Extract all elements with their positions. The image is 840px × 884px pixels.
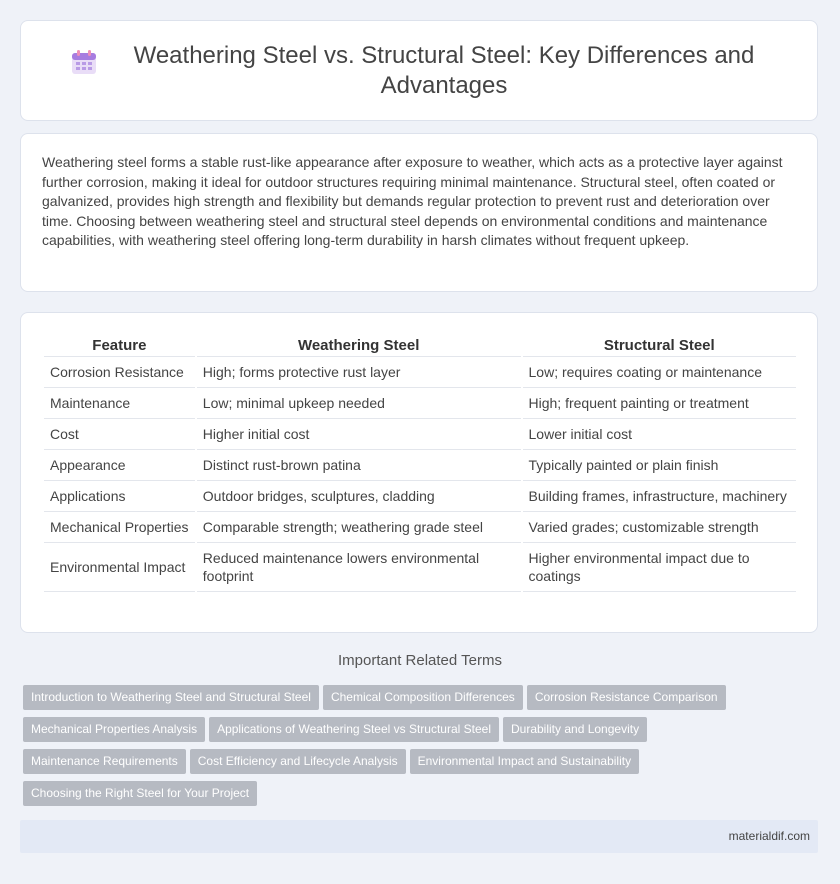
- feature-cell: Cost: [44, 419, 195, 450]
- header-inner: [69, 41, 769, 101]
- feature-cell: Corrosion Resistance: [44, 357, 195, 388]
- weathering-cell: Comparable strength; weathering grade steel: [197, 512, 521, 543]
- feature-cell: Applications: [44, 481, 195, 512]
- structural-cell: Varied grades; customizable strength: [523, 512, 796, 543]
- structural-cell: Higher environmental impact due to coatings: [523, 543, 796, 592]
- related-term-tag[interactable]: Corrosion Resistance Comparison: [527, 685, 726, 710]
- structural-cell: High; frequent painting or treatment: [523, 388, 796, 419]
- header-weathering-steel: Weathering Steel: [197, 333, 521, 357]
- feature-cell: Environmental Impact: [44, 543, 195, 592]
- weathering-cell: Distinct rust-brown patina: [197, 450, 521, 481]
- weathering-cell: Higher initial cost: [197, 419, 521, 450]
- intro-paragraph: Weathering steel forms a stable rust-like appearance after exposure to weather, which acts as a protective layer against further corrosion, making it ideal for outdoor structures requiring minimal maintenance. Structural steel, often coated or galvanized, provides high strength and flexibility but demands regular protection to prevent rust and deterioration over time. Choosing between weathering steel and structural steel depends on environmental conditions and maintenance capabilities, with weathering steel offering long-term durability in harsh climates without frequent upkeep.: [42, 154, 783, 249]
- header-structural-steel: Structural Steel: [523, 333, 796, 357]
- table-row: [44, 357, 796, 388]
- table-row: [44, 388, 796, 419]
- related-term-tag[interactable]: Choosing the Right Steel for Your Project: [23, 781, 257, 806]
- related-terms-list: [23, 685, 823, 813]
- related-term-tag[interactable]: Maintenance Requirements: [23, 749, 186, 774]
- weathering-cell: Outdoor bridges, sculptures, cladding: [197, 481, 521, 512]
- weathering-cell: Reduced maintenance lowers environmental footprint: [197, 543, 521, 592]
- table-row: [44, 512, 796, 543]
- footer: [20, 820, 818, 853]
- related-term-tag[interactable]: Applications of Weathering Steel vs Structural Steel: [209, 717, 499, 742]
- footer-site-link[interactable]: materialdif.com: [728, 829, 810, 843]
- comparison-table: [42, 333, 798, 592]
- feature-cell: Mechanical Properties: [44, 512, 195, 543]
- structural-cell: Building frames, infrastructure, machinery: [523, 481, 796, 512]
- feature-cell: Appearance: [44, 450, 195, 481]
- intro-card: [20, 133, 818, 292]
- comparison-card: [20, 312, 818, 633]
- calendar-icon: [69, 47, 99, 77]
- related-term-tag[interactable]: Durability and Longevity: [503, 717, 647, 742]
- table-row: [44, 543, 796, 592]
- related-term-tag[interactable]: Cost Efficiency and Lifecycle Analysis: [190, 749, 406, 774]
- table-row: [44, 481, 796, 512]
- related-terms-heading: Important Related Terms: [338, 652, 502, 669]
- related-term-tag[interactable]: Environmental Impact and Sustainability: [410, 749, 639, 774]
- related-term-tag[interactable]: Mechanical Properties Analysis: [23, 717, 205, 742]
- related-term-tag[interactable]: Introduction to Weathering Steel and Structural Steel: [23, 685, 319, 710]
- page-title: Weathering Steel vs. Structural Steel: Key Differences and Advantages: [133, 41, 755, 99]
- feature-cell: Maintenance: [44, 388, 195, 419]
- related-term-tag[interactable]: Chemical Composition Differences: [323, 685, 523, 710]
- structural-cell: Lower initial cost: [523, 419, 796, 450]
- table-row: [44, 419, 796, 450]
- weathering-cell: High; forms protective rust layer: [197, 357, 521, 388]
- table-row: [44, 450, 796, 481]
- structural-cell: Typically painted or plain finish: [523, 450, 796, 481]
- table-header-row: [44, 333, 796, 357]
- header-card: [20, 20, 818, 121]
- weathering-cell: Low; minimal upkeep needed: [197, 388, 521, 419]
- structural-cell: Low; requires coating or maintenance: [523, 357, 796, 388]
- header-feature: Feature: [44, 333, 195, 357]
